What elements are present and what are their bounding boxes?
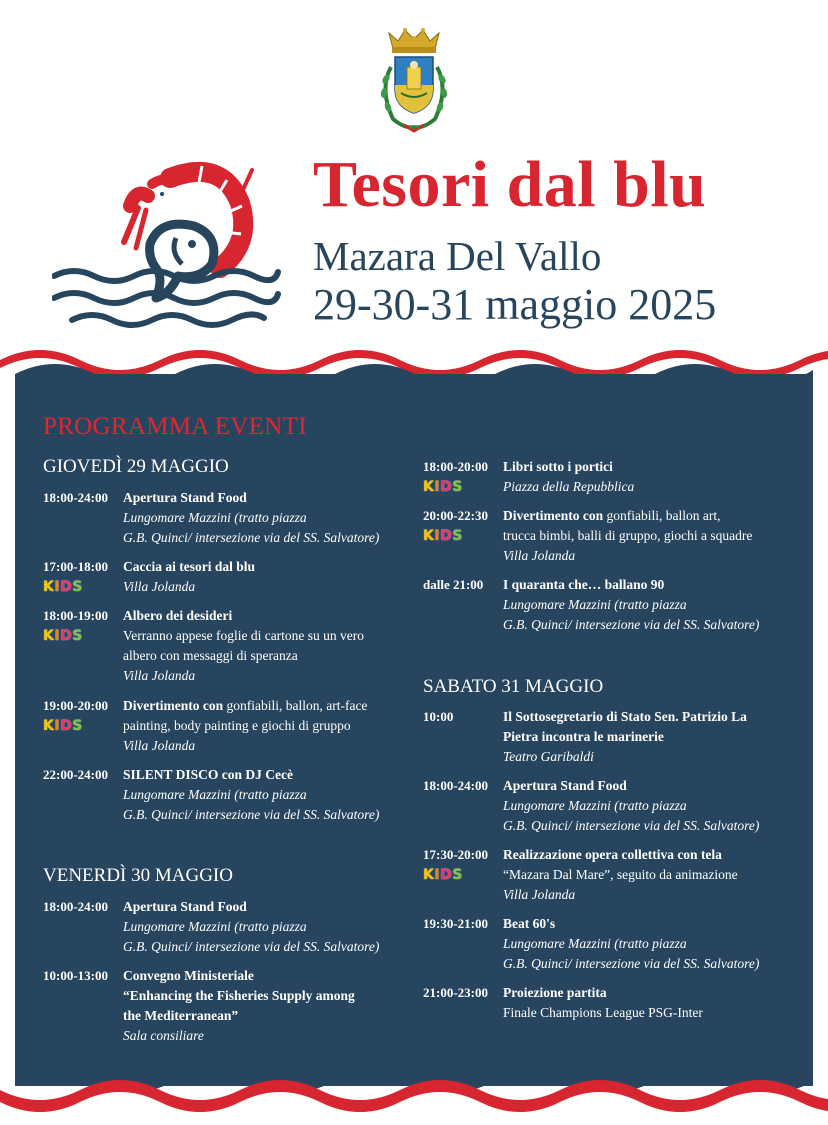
kids-letter: S xyxy=(452,528,463,544)
kids-letter: I xyxy=(54,718,61,734)
event-name: Beat 60's xyxy=(503,916,556,931)
kids-letter: I xyxy=(434,479,441,495)
event-name: Convegno Ministeriale xyxy=(123,968,254,983)
event-location: Villa Jolanda xyxy=(123,668,196,683)
event-name: Proiezione partita xyxy=(503,985,607,1000)
kids-letter: K xyxy=(423,479,435,495)
event-location: Villa Jolanda xyxy=(123,738,196,753)
event-name-detail: gonfiabili, ballon art, xyxy=(603,508,721,523)
event-name: Divertimento con xyxy=(123,698,224,713)
event-name: Caccia ai tesori dal blu xyxy=(123,559,255,574)
kids-letter: D xyxy=(60,718,73,734)
event-description: painting, body painting e giochi di gruppo xyxy=(123,718,351,733)
event-name: Il Sottosegretario di Stato Sen. Patrizio La xyxy=(503,709,747,724)
kids-label xyxy=(423,528,463,544)
event-item xyxy=(43,897,413,959)
event-location: Villa Jolanda xyxy=(503,887,576,902)
kids-letter: S xyxy=(72,718,83,734)
event-name: Libri sotto i portici xyxy=(503,459,613,474)
kids-letter: K xyxy=(43,579,55,595)
event-location: Teatro Garibaldi xyxy=(503,749,594,764)
event-location: Lungomare Mazzini (tratto piazza xyxy=(123,787,307,802)
event-time: 21:00-23:00 xyxy=(423,985,488,1000)
event-name-detail: gonfiabili, ballon, art-face xyxy=(223,698,368,713)
kids-badge xyxy=(43,716,95,733)
event-time: 22:00-24:00 xyxy=(43,767,108,782)
kids-letter: K xyxy=(43,628,55,644)
day-heading-thursday: GIOVEDÌ 29 MAGGIO xyxy=(43,456,229,477)
event-location: Lungomare Mazzini (tratto piazza xyxy=(503,798,687,813)
event-time: dalle 21:00 xyxy=(423,577,484,592)
event-item xyxy=(43,966,413,1048)
event-item xyxy=(43,765,413,827)
event-item xyxy=(423,914,803,976)
event-location: Lungomare Mazzini (tratto piazza xyxy=(503,936,687,951)
event-item xyxy=(423,776,803,838)
event-item xyxy=(423,845,803,907)
event-item xyxy=(43,696,413,758)
event-name: Apertura Stand Food xyxy=(123,490,247,505)
event-location: Lungomare Mazzini (tratto piazza xyxy=(123,510,307,525)
event-title: Tesori dal blu xyxy=(313,148,707,221)
kids-badge xyxy=(423,477,475,494)
day-heading-saturday: SABATO 31 MAGGIO xyxy=(423,676,604,697)
event-item xyxy=(43,557,413,599)
kids-label xyxy=(43,718,83,734)
kids-badge xyxy=(43,626,95,643)
event-city: Mazara Del Vallo xyxy=(313,233,602,279)
kids-letter: K xyxy=(43,718,55,734)
event-time: 18:00-24:00 xyxy=(423,778,488,793)
kids-label xyxy=(423,867,463,883)
event-time: 19:00-20:00 xyxy=(43,698,108,713)
event-item xyxy=(423,575,803,637)
event-name: Apertura Stand Food xyxy=(123,899,247,914)
event-item xyxy=(423,983,803,1025)
event-location: Villa Jolanda xyxy=(503,548,576,563)
shrimp-fish-logo-icon xyxy=(52,148,282,338)
event-name: Pietra incontra le marinerie xyxy=(503,729,664,744)
kids-letter: I xyxy=(434,528,441,544)
kids-badge xyxy=(423,865,475,882)
event-name: “Enhancing the Fisheries Supply among xyxy=(123,988,355,1003)
kids-letter: D xyxy=(440,479,453,495)
event-name: Apertura Stand Food xyxy=(503,778,627,793)
event-location: Lungomare Mazzini (tratto piazza xyxy=(123,919,307,934)
event-location: G.B. Quinci/ intersezione via del SS. Salvatore) xyxy=(503,818,760,833)
event-dates: 29-30-31 maggio 2025 xyxy=(313,280,717,329)
event-name: Realizzazione opera collettiva con tela xyxy=(503,847,722,862)
event-name: Albero dei desideri xyxy=(123,608,233,623)
kids-label xyxy=(43,579,83,595)
event-location: Piazza della Repubblica xyxy=(503,479,635,494)
event-item xyxy=(43,488,413,550)
kids-letter: S xyxy=(72,628,83,644)
event-time: 18:00-24:00 xyxy=(43,490,108,505)
event-description: trucca bimbi, balli di gruppo, giochi a squadre xyxy=(503,528,753,543)
event-location: G.B. Quinci/ intersezione via del SS. Salvatore) xyxy=(123,807,380,822)
event-description: Finale Champions League PSG-Inter xyxy=(503,1005,703,1020)
kids-letter: I xyxy=(434,867,441,883)
event-description: albero con messaggi di speranza xyxy=(123,648,298,663)
program-heading: PROGRAMMA EVENTI xyxy=(43,413,307,440)
event-time: 10:00 xyxy=(423,709,454,724)
event-location: Sala consiliare xyxy=(123,1028,204,1043)
kids-letter: S xyxy=(72,579,83,595)
event-location: G.B. Quinci/ intersezione via del SS. Salvatore) xyxy=(503,956,760,971)
event-item xyxy=(423,457,803,499)
event-name: I quaranta che… ballano 90 xyxy=(503,577,665,592)
city-crest-icon xyxy=(371,27,457,139)
event-item xyxy=(423,506,803,568)
bottom-wave-border xyxy=(0,1060,828,1125)
kids-letter: D xyxy=(440,867,453,883)
event-time: 17:00-18:00 xyxy=(43,559,108,574)
event-name: Divertimento con xyxy=(503,508,604,523)
event-time: 18:00-24:00 xyxy=(43,899,108,914)
kids-letter: S xyxy=(452,867,463,883)
event-description: Verranno appese foglie di cartone su un vero xyxy=(123,628,365,643)
kids-letter: D xyxy=(60,628,73,644)
kids-badge xyxy=(43,577,95,594)
kids-letter: K xyxy=(423,867,435,883)
event-time: 17:30-20:00 xyxy=(423,847,488,862)
kids-label xyxy=(423,479,463,495)
event-name: the Mediterranean” xyxy=(123,1008,239,1023)
kids-letter: D xyxy=(60,579,73,595)
event-name: SILENT DISCO con DJ Cecè xyxy=(123,767,294,782)
kids-letter: D xyxy=(440,528,453,544)
event-location: G.B. Quinci/ intersezione via del SS. Salvatore) xyxy=(123,939,380,954)
poster-header xyxy=(0,0,828,370)
event-time: 20:00-22:30 xyxy=(423,508,488,523)
kids-label xyxy=(43,628,83,644)
event-item xyxy=(423,707,803,769)
kids-badge xyxy=(423,526,475,543)
kids-letter: I xyxy=(54,628,61,644)
event-location: G.B. Quinci/ intersezione via del SS. Salvatore) xyxy=(123,530,380,545)
kids-letter: K xyxy=(423,528,435,544)
day-heading-friday: VENERDÌ 30 MAGGIO xyxy=(43,865,233,886)
event-time: 18:00-19:00 xyxy=(43,608,108,623)
event-time: 10:00-13:00 xyxy=(43,968,108,983)
kids-letter: S xyxy=(452,479,463,495)
event-location: G.B. Quinci/ intersezione via del SS. Salvatore) xyxy=(503,617,760,632)
event-description: “Mazara Dal Mare”, seguito da animazione xyxy=(503,867,738,882)
event-item xyxy=(43,606,413,688)
event-location: Lungomare Mazzini (tratto piazza xyxy=(503,597,687,612)
event-time: 18:00-20:00 xyxy=(423,459,488,474)
event-time: 19:30-21:00 xyxy=(423,916,488,931)
kids-letter: I xyxy=(54,579,61,595)
event-location: Villa Jolanda xyxy=(123,579,196,594)
